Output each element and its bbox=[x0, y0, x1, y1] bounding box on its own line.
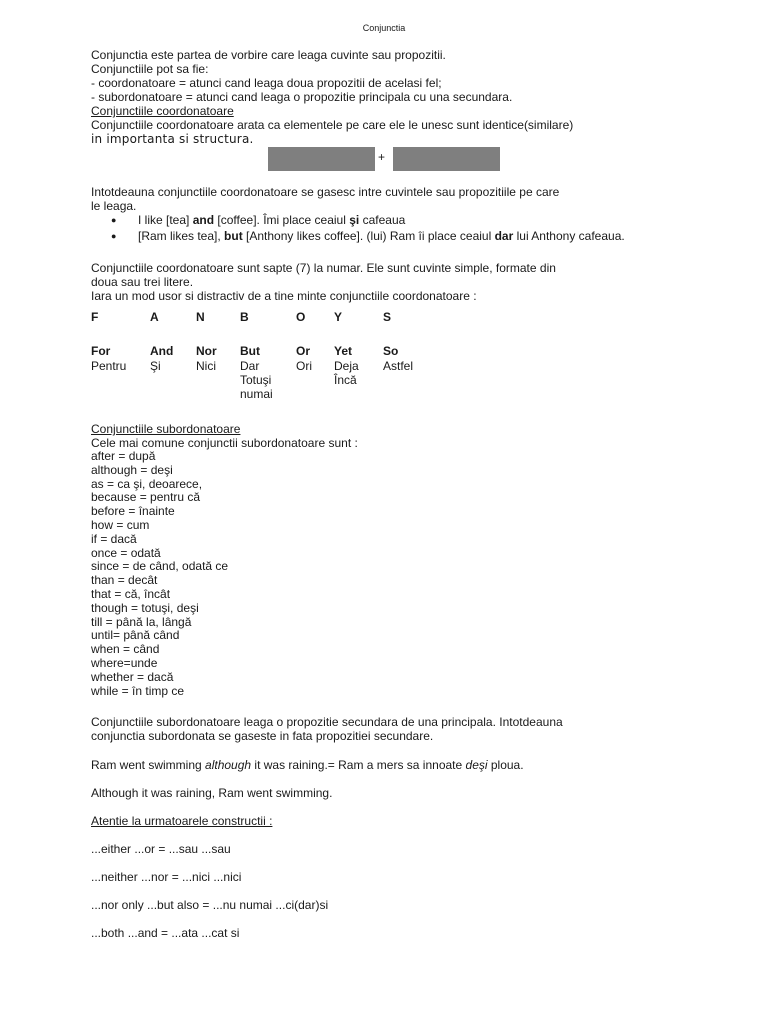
construction-item: ...neither ...nor = ...nici ...nici bbox=[91, 870, 242, 884]
gray-box-left bbox=[268, 147, 375, 171]
fanboys-letter: A bbox=[150, 310, 159, 324]
fanboys-column bbox=[150, 311, 173, 373]
list-item: whether = dacă bbox=[91, 669, 174, 684]
fanboys-translation: numai bbox=[240, 386, 273, 401]
coord-line: doua sau trei litere. bbox=[91, 275, 194, 289]
example-sentence: Ram went swimming although it was raining.= Ram a mers sa innoate deşi ploua. bbox=[91, 758, 524, 772]
fanboys-word: But bbox=[240, 344, 260, 358]
subord-list bbox=[91, 450, 228, 698]
attention-heading: Atentie la urmatoarele constructii : bbox=[91, 814, 273, 828]
fanboys-letter: N bbox=[196, 310, 205, 324]
fanboys-word: For bbox=[91, 344, 111, 358]
construction-item: ...nor only ...but also = ...nu numai ...ci(dar)si bbox=[91, 898, 329, 912]
fanboys-letter: B bbox=[240, 310, 249, 324]
list-item: where=unde bbox=[91, 655, 158, 670]
fanboys-translation: Pentru bbox=[91, 358, 127, 373]
example-text: I like [tea] and [coffee]. Îmi place ceaiul şi cafeaua bbox=[138, 213, 406, 227]
list-item: though = totuşi, deşi bbox=[91, 600, 199, 615]
bullet-icon: ● bbox=[111, 215, 117, 225]
list-item: after = după bbox=[91, 449, 156, 463]
list-item: if = dacă bbox=[91, 531, 137, 546]
coord-line: in importanta si structura. bbox=[91, 132, 254, 146]
intro-line: - subordonatoare = atunci cand leaga o propozitie principala cu una secundara. bbox=[91, 90, 513, 104]
list-item: when = când bbox=[91, 642, 160, 657]
fanboys-word: So bbox=[383, 344, 399, 358]
fanboys-translation: Ori bbox=[296, 358, 312, 373]
subord-intro: Cele mai comune conjunctii subordonatoare sunt : bbox=[91, 436, 358, 450]
fanboys-word: Or bbox=[296, 344, 311, 358]
fanboys-translation: Nici bbox=[196, 358, 216, 373]
fanboys-word: Yet bbox=[334, 344, 353, 358]
coord-line: Conjunctiile coordonatoare arata ca elementele pe care ele le unesc sunt identice(similare) bbox=[91, 118, 574, 132]
list-item: till = până la, lângă bbox=[91, 614, 192, 629]
fanboys-letter: Y bbox=[334, 310, 343, 324]
plus-sign: + bbox=[378, 150, 386, 164]
list-item: because = pentru că bbox=[91, 490, 201, 505]
fanboys-column bbox=[383, 311, 413, 373]
fanboys-letter: F bbox=[91, 310, 99, 324]
list-item: how = cum bbox=[91, 517, 150, 532]
page-title: Conjunctia bbox=[362, 23, 406, 33]
construction-item: ...either ...or = ...sau ...sau bbox=[91, 842, 231, 856]
subord-heading: Conjunctiile subordonatoare bbox=[91, 422, 241, 436]
fanboys-column bbox=[240, 311, 273, 401]
bullet-icon: ● bbox=[111, 231, 117, 241]
fanboys-translation: Totuşi bbox=[240, 372, 272, 387]
list-item: since = de când, odată ce bbox=[91, 559, 229, 574]
fanboys-letter: O bbox=[296, 310, 306, 324]
coord-line: le leaga. bbox=[91, 199, 137, 213]
fanboys-column bbox=[296, 311, 312, 373]
fanboys-column bbox=[334, 311, 359, 387]
coord-heading: Conjunctiile coordonatoare bbox=[91, 104, 234, 118]
subord-paragraph: Conjunctiile subordonatoare leaga o propozitie secundara de una principala. Intotdeauna bbox=[91, 715, 563, 729]
fanboys-letter: S bbox=[383, 310, 392, 324]
list-item: before = înainte bbox=[91, 504, 175, 519]
example-text: [Ram likes tea], but [Anthony likes coffee]. (lui) Ram îi place ceaiul dar lui Anthony cafeaua. bbox=[138, 229, 625, 243]
list-item: while = în timp ce bbox=[91, 683, 185, 698]
intro-line: - coordonatoare = atunci cand leaga doua propozitii de acelasi fel; bbox=[91, 76, 442, 90]
fanboys-translation: Şi bbox=[150, 358, 161, 373]
list-item: as = ca şi, deoarece, bbox=[91, 476, 203, 491]
list-item: until= până când bbox=[91, 628, 180, 643]
construction-item: ...both ...and = ...ata ...cat si bbox=[91, 926, 240, 940]
coord-line: Intotdeauna conjunctiile coordonatoare se gasesc intre cuvintele sau propozitiile pe care bbox=[91, 185, 560, 199]
fanboys-column bbox=[196, 311, 217, 373]
fanboys-translation: Astfel bbox=[383, 358, 414, 373]
coord-line: Conjunctiile coordonatoare sunt sapte (7) la numar. Ele sunt cuvinte simple, formate din bbox=[91, 261, 556, 275]
intro-line: Conjunctiile pot sa fie: bbox=[91, 62, 209, 76]
list-item: once = odată bbox=[91, 545, 161, 560]
fanboys-column bbox=[91, 311, 126, 373]
fanboys-word: And bbox=[150, 344, 174, 358]
subord-paragraph: conjunctia subordonata se gaseste in fata propozitiei secundare. bbox=[91, 729, 434, 743]
example-sentence: Although it was raining, Ram went swimming. bbox=[91, 786, 333, 800]
fanboys-translation: Deja bbox=[334, 358, 359, 373]
fanboys-word: Nor bbox=[196, 344, 217, 358]
intro-line: Conjunctia este partea de vorbire care leaga cuvinte sau propozitii. bbox=[91, 48, 446, 62]
gray-box-right bbox=[393, 147, 500, 171]
list-item: than = decât bbox=[91, 573, 158, 588]
fanboys-translation: Încă bbox=[334, 372, 357, 387]
list-item: that = că, încât bbox=[91, 586, 171, 601]
list-item: although = deşi bbox=[91, 462, 173, 477]
fanboys-translation: Dar bbox=[240, 358, 260, 373]
coord-line: Iara un mod usor si distractiv de a tine minte conjunctiile coordonatoare : bbox=[91, 289, 477, 303]
